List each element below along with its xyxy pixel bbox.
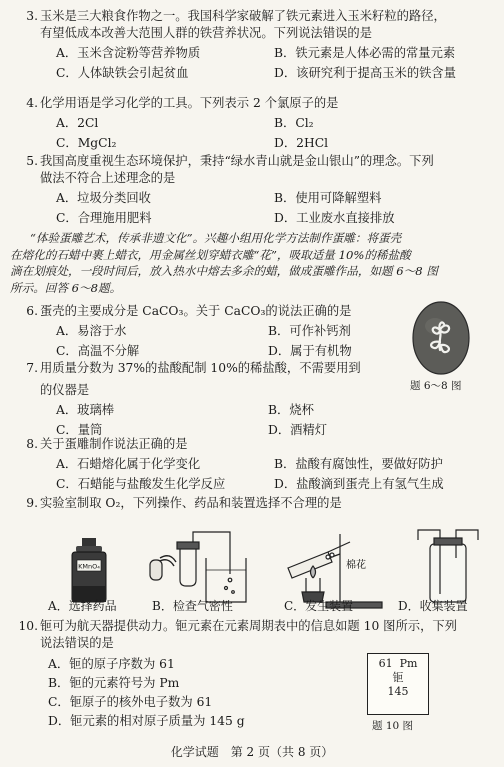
option-a[interactable]: A．玻璃棒 <box>56 403 115 417</box>
question-stem: 蛋壳的主要成分是 CaCO₃。关于 CaCO₃的说法正确的是 <box>40 304 352 318</box>
passage-line: “体验蛋雕艺术，传承非遗文化”。兴趣小组用化学方法制作蛋雕：将蛋壳 <box>30 231 402 245</box>
option-c[interactable]: C．MgCl₂ <box>56 136 117 150</box>
question-stem-cont: 做法不符合上述理念的是 <box>40 171 176 185</box>
question-number: 8. <box>26 437 38 451</box>
question-stem: 玉米是三大粮食作物之一。我国科学家破解了铁元素进入玉米籽粒的路径， <box>40 9 446 23</box>
reagent-bottle-icon <box>72 538 106 602</box>
option-c[interactable]: C．石蜡能与盐酸发生化学反应 <box>56 477 226 491</box>
question-number: 5. <box>26 154 38 168</box>
question-stem: 化学用语是学习化学的工具。下列表示 2 个氯原子的是 <box>40 96 339 110</box>
question-stem: 用质量分数为 37%的盐酸配制 10%的稀盐酸，不需要用到 <box>40 361 361 375</box>
option-d[interactable]: D．钷元素的相对原子质量为 145 g <box>48 714 245 728</box>
option-b[interactable]: B．使用可降解塑料 <box>274 191 382 205</box>
question-number: 9. <box>26 496 38 510</box>
question-5 <box>12 153 494 227</box>
option-b[interactable]: B．烧杯 <box>268 403 314 417</box>
option-c[interactable]: C．钷原子的核外电子数为 61 <box>48 695 213 709</box>
collection-bottle-icon <box>418 530 478 602</box>
question-3 <box>12 8 494 82</box>
option-c[interactable]: C．发生装置 <box>284 599 354 613</box>
question-stem: 我国高度重视生态环境保护，秉持“绿水青山就是金山银山”的理念。下列 <box>40 154 434 168</box>
passage-line: 所示。回答 6～8题。 <box>10 280 122 295</box>
reagent-label: KMnO₄ <box>78 562 100 571</box>
option-c[interactable]: C．量筒 <box>56 423 103 437</box>
element-name: 钷 <box>392 671 404 684</box>
reading-passage <box>10 230 494 296</box>
question-number: 10. <box>18 619 38 633</box>
question-stem-cont: 的仪器是 <box>40 383 90 397</box>
option-d[interactable]: D．盐酸滴到蛋壳上有氢气生成 <box>274 477 444 491</box>
passage-line: 在熔化的石蜡中裹上蜡衣，用金属丝划穿蜡衣雕“花”，吸取适量 10%的稀盐酸 <box>10 247 411 262</box>
option-b[interactable]: B．Cl₂ <box>274 116 314 130</box>
option-a[interactable]: A．石蜡熔化属于化学变化 <box>56 457 201 471</box>
option-c[interactable]: C．高温不分解 <box>56 344 140 358</box>
question-8 <box>12 436 494 493</box>
option-d[interactable]: D．收集装置 <box>398 599 468 613</box>
option-a[interactable]: A．选择药品 <box>48 599 117 613</box>
option-b[interactable]: B．钷的元素符号为 Pm <box>48 676 180 690</box>
element-symbol: Pm <box>399 657 418 670</box>
option-b[interactable]: B．铁元素是人体必需的常量元素 <box>274 46 456 60</box>
option-d[interactable]: D．工业废水直接排放 <box>274 211 395 225</box>
atomic-mass: 145 <box>387 685 409 698</box>
page-footer: 化学试题 第 2 页（共 8 页） <box>170 745 334 759</box>
option-c[interactable]: C．合理施用肥料 <box>56 211 152 225</box>
question-stem: 实验室制取 O₂，下列操作、药品和装置选择不合理的是 <box>40 496 342 510</box>
question-number: 7. <box>26 361 38 375</box>
option-d[interactable]: D．该研究利于提高玉米的铁含量 <box>274 66 457 80</box>
option-b[interactable]: B．检查气密性 <box>152 599 233 613</box>
question-stem: 关于蛋雕制作说法正确的是 <box>40 437 188 451</box>
question-4 <box>12 95 494 152</box>
passage-line: 滴在划痕处，一段时间后，放入热水中熔去多余的蜡，做成蛋雕作品，如题 6～8 图 <box>10 264 438 278</box>
periodic-element-card <box>367 653 429 715</box>
option-d[interactable]: D．2HCl <box>274 136 329 150</box>
question-9 <box>12 495 494 512</box>
cotton-label: 棉花 <box>346 560 366 571</box>
option-a[interactable]: A．钷的原子序数为 61 <box>48 657 175 671</box>
option-a[interactable]: A．垃圾分类回收 <box>56 191 151 205</box>
option-d[interactable]: D．属于有机物 <box>268 344 352 358</box>
option-d[interactable]: D．酒精灯 <box>268 423 328 437</box>
option-b[interactable]: B．可作补钙剂 <box>268 324 351 338</box>
generation-apparatus-icon <box>288 534 382 608</box>
option-a[interactable]: A．2Cl <box>56 116 99 130</box>
option-a[interactable]: A．玉米含淀粉等营养物质 <box>56 46 201 60</box>
option-c[interactable]: C．人体缺铁会引起贫血 <box>56 66 189 80</box>
airtightness-check-icon <box>150 532 246 602</box>
question-number: 3. <box>26 9 38 23</box>
option-a[interactable]: A．易溶于水 <box>56 324 127 338</box>
figure-caption: 题 10 图 <box>372 720 414 732</box>
question-7 <box>12 360 494 439</box>
question-number: 6. <box>26 304 38 318</box>
question-stem: 钷可为航天器提供动力。钷元素在元素周期表中的信息如题 10 图所示，下列 <box>40 619 457 633</box>
atomic-number: 61 <box>378 657 393 670</box>
option-b[interactable]: B．盐酸有腐蚀性，要做好防护 <box>274 457 443 471</box>
figure-caption: 题 6～8 图 <box>410 380 462 392</box>
question-stem-cont: 有望低成本改善大范围人群的铁营养状况。下列说法错误的是 <box>40 26 373 40</box>
question-number: 4. <box>26 96 38 110</box>
question-stem-cont: 说法错误的是 <box>40 636 114 650</box>
